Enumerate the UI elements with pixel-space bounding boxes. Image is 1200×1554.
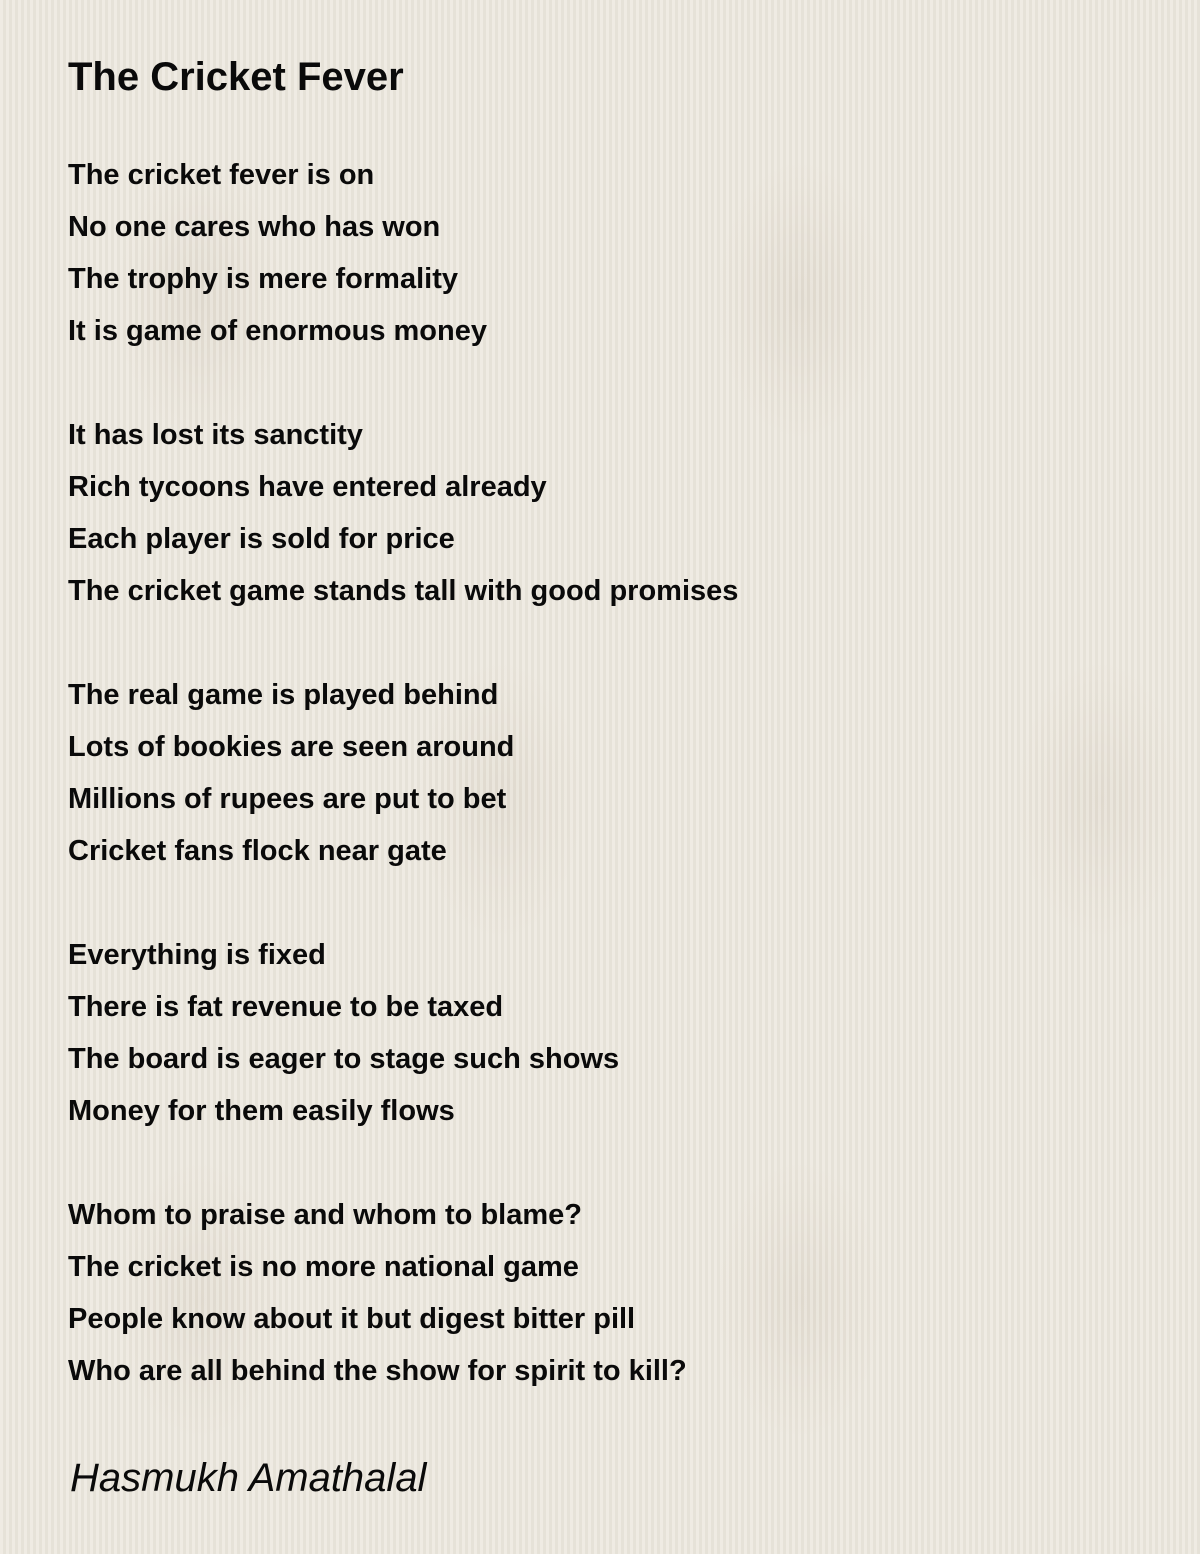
stanza xyxy=(68,149,738,357)
poem-line: Money for them easily flows xyxy=(68,1095,455,1127)
poem-line: Each player is sold for price xyxy=(68,523,455,555)
poem-line: The cricket is no more national game xyxy=(68,1251,579,1283)
stanza xyxy=(68,929,738,1137)
poem-line: No one cares who has won xyxy=(68,211,441,243)
stanza xyxy=(68,409,738,617)
poem-line: Everything is fixed xyxy=(68,939,326,971)
poem-line: The cricket game stands tall with good promises xyxy=(68,575,739,607)
poem-title: The Cricket Fever xyxy=(68,55,404,99)
poem-line: The cricket fever is on xyxy=(68,159,375,191)
poem-author: Hasmukh Amathalal xyxy=(70,1456,427,1500)
poem-line: The trophy is mere formality xyxy=(68,263,458,295)
poem-line: People know about it but digest bitter pill xyxy=(68,1303,636,1335)
poem-line: Who are all behind the show for spirit to kill? xyxy=(68,1355,687,1387)
poem-line: Millions of rupees are put to bet xyxy=(68,783,507,815)
poem-line: It has lost its sanctity xyxy=(68,419,363,451)
poem-line: The board is eager to stage such shows xyxy=(68,1043,620,1075)
poem-line: The real game is played behind xyxy=(68,679,499,711)
poem-line: There is fat revenue to be taxed xyxy=(68,991,504,1023)
poem-line: Rich tycoons have entered already xyxy=(68,471,547,503)
poem-line: Lots of bookies are seen around xyxy=(68,731,515,763)
poem-line: It is game of enormous money xyxy=(68,315,487,347)
poem-line: Whom to praise and whom to blame? xyxy=(68,1199,582,1231)
stanza xyxy=(68,1189,738,1397)
poem-line: Cricket fans flock near gate xyxy=(68,835,447,867)
stanza xyxy=(68,669,738,877)
poem-body xyxy=(68,149,738,1449)
